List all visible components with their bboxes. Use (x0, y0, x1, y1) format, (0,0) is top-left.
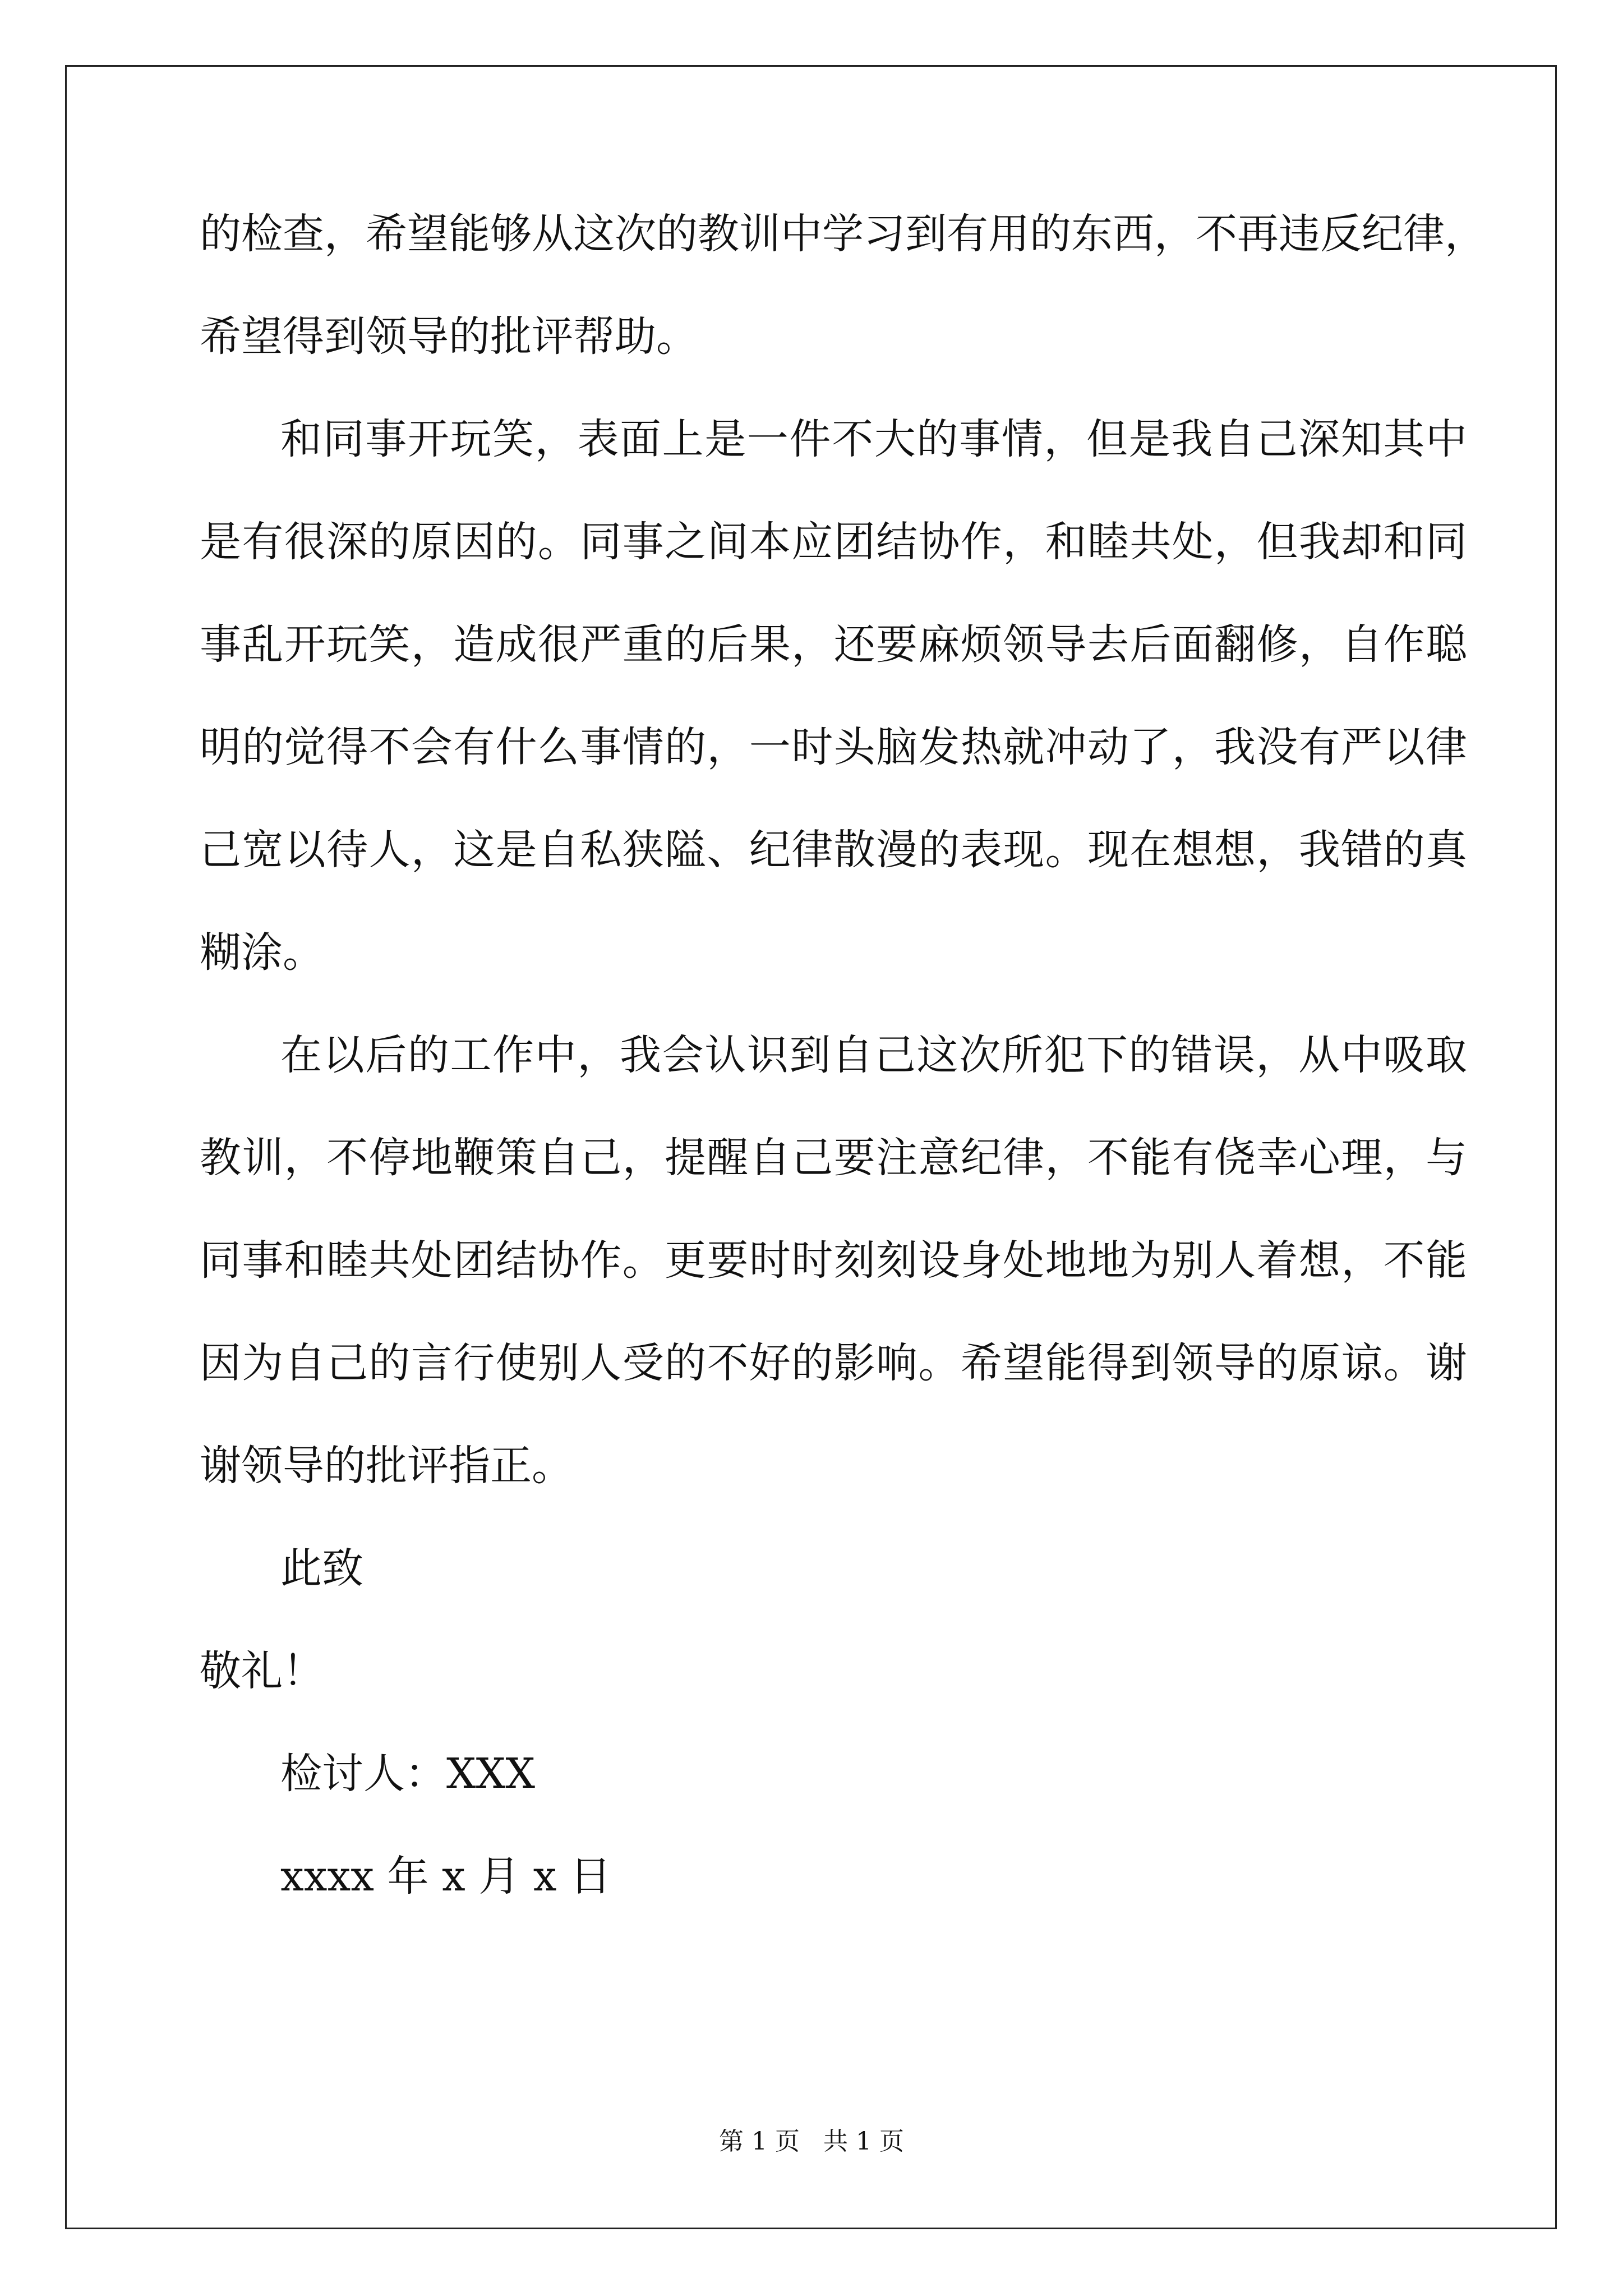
text-line: 事乱开玩笑，造成很严重的后果，还要麻烦领导去后面翻修，自作聪 (200, 620, 1467, 669)
text-line: 同事和睦共处团结协作。更要时时刻刻设身处地地为别人着想，不能 (200, 1236, 1467, 1285)
text-line: 己宽以待人，这是自私狭隘、纪律散漫的表现。现在想想，我错的真 (200, 826, 1467, 874)
text-line: 教训，不停地鞭策自己，提醒自己要注意纪律，不能有侥幸心理，与 (200, 1134, 1467, 1182)
text-line: 糊涂。 (200, 928, 324, 977)
paragraph-start: 和同事开玩笑，表面上是一件不大的事情，但是我自己深知其中 (280, 415, 1467, 463)
text-line: 因为自己的言行使别人受的不好的影响。希望能得到领导的原谅。谢 (200, 1339, 1467, 1387)
text-line: 的检查，希望能够从这次的教训中学习到有用的东西，不再违反纪律， (200, 210, 1486, 258)
date-text: xxxx 年 x 月 x 日 (280, 1852, 612, 1901)
text-line: 是有很深的原因的。同事之间本应团结协作，和睦共处，但我却和同 (200, 518, 1467, 566)
text-line: 谢领导的批评指正。 (200, 1442, 573, 1490)
text-line: 希望得到领导的批评帮助。 (200, 312, 698, 361)
paragraph-start: 在以后的工作中，我会认识到自己这次所犯下的错误，从中吸取 (280, 1031, 1467, 1079)
page-number-footer: 第 1 页 共 1 页 (719, 2127, 904, 2156)
signature-text: 检讨人：XXX (280, 1750, 536, 1798)
salutation-text: 敬礼！ (200, 1647, 324, 1695)
closing-text: 此致 (280, 1544, 363, 1593)
text-line: 明的觉得不会有什么事情的，一时头脑发热就冲动了，我没有严以律 (200, 723, 1467, 771)
